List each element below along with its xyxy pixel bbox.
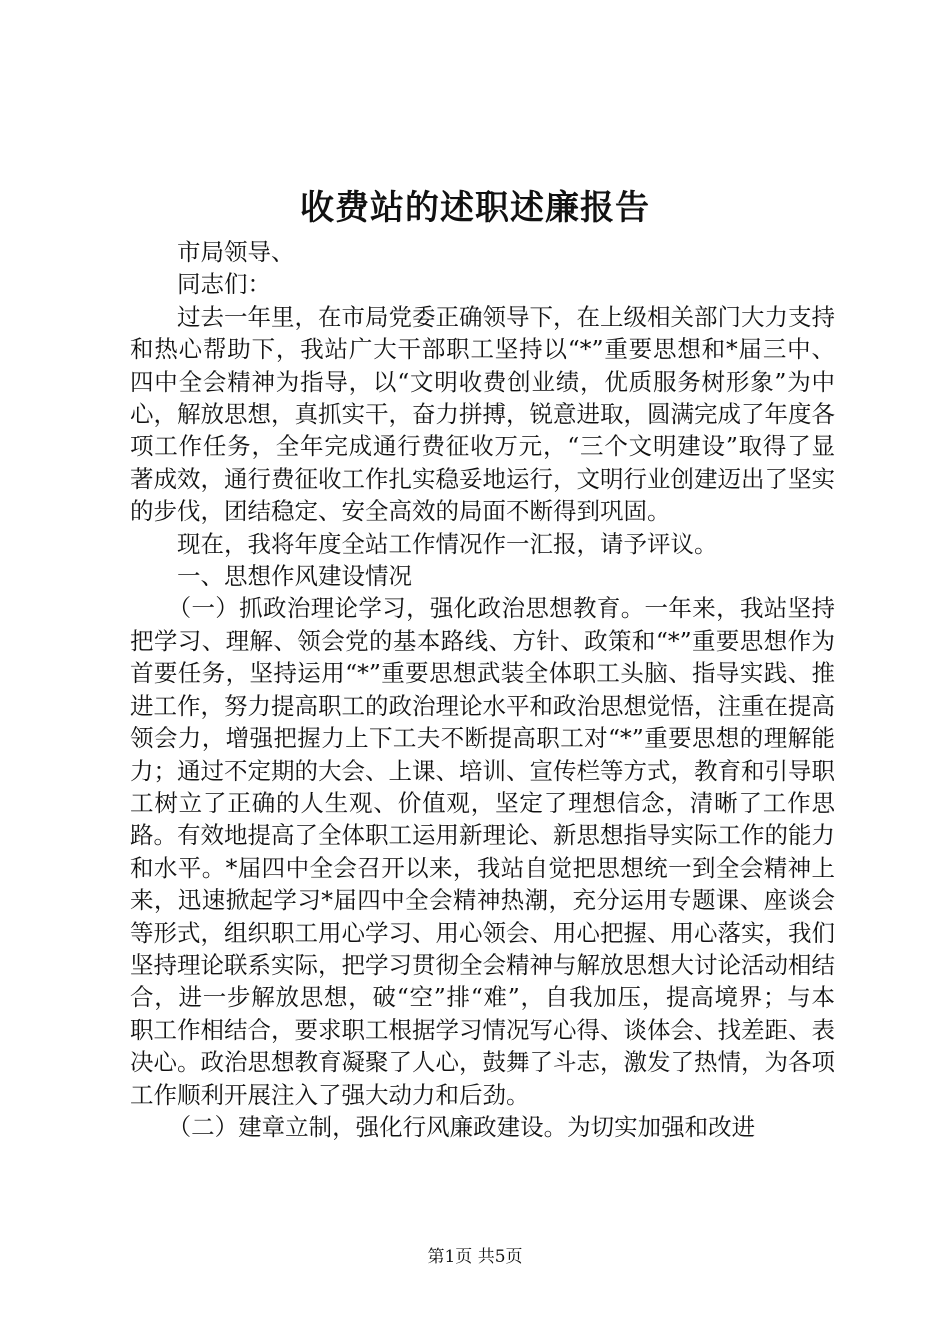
salutation-line-2: 同志们： — [177, 270, 271, 299]
salutation-line-1: 市局领导、 — [177, 238, 295, 266]
document-body — [130, 236, 835, 1143]
report-paragraph: 现在，我将年度全站工作情况作一汇报，请予评议。 — [177, 529, 718, 558]
section-paragraph-1: （一）抓政治理论学习，强化政治思想教育。一年来，我站坚持把学习、理解、领会党的基本路线、方针、政策和“*”重要思想作为首要任务，坚持运用“*”重要思想武装全体职工头脑、指导实践、推进工作，努力提高职工的政治理论水平和政治思想觉悟，注重在提高领会力，增强把握力上下工夫不断提高职工对“*”重要思想的理解能力；通过不定期的大会、上课、培训、宣传栏等方式，教育和引导职工树立了正确的人生观、价值观，坚定了理想信念，清晰了工作思路。有效地提高了全体职工运用新理论、新思想指导实际工作的能力和水平。*届四中全会召开以来，我站自觉把思想统一到全会精神上来，迅速掀起学习*届四中全会精神热潮，充分运用专题课、座谈会等形式，组织职工用心学习、用心领会、用心把握、用心落实，我们坚持理论联系实际，把学习贯彻全会精神与解放思想大讨论活动相结合，进一步解放思想，破“空”排“难”，自我加压，提高境界；与本职工作相结合，要求职工根据学习情况写心得、谈体会、找差距、表决心。政治思想教育凝聚了人心，鼓舞了斗志，激发了热情，为各项工作顺利开展注入了强大动力和后劲。 — [130, 594, 835, 1109]
document-title: 收费站的述职述廉报告 — [300, 188, 650, 228]
intro-paragraph: 过去一年里，在市局党委正确领导下，在上级相关部门大力支持和热心帮助下，我站广大干部职工坚持以“*”重要思想和*届三中、四中全会精神为指导，以“文明收费创业绩，优质服务树形象”为中心，解放思想，真抓实干，奋力拼搏，锐意进取，圆满完成了年度各项工作任务，全年完成通行费征收万元，“三个文明建设”取得了显著成效，通行费征收工作扎实稳妥地运行，文明行业创建迈出了坚实的步伐，团结稳定、安全高效的局面不断得到巩固。 — [130, 302, 835, 526]
section-paragraph-2: （二）建章立制，强化行风廉政建设。为切实加强和改进 — [167, 1112, 756, 1141]
page-footer: 第1页 共5页 — [427, 1247, 523, 1267]
section-heading: 一、思想作风建设情况 — [177, 562, 412, 591]
